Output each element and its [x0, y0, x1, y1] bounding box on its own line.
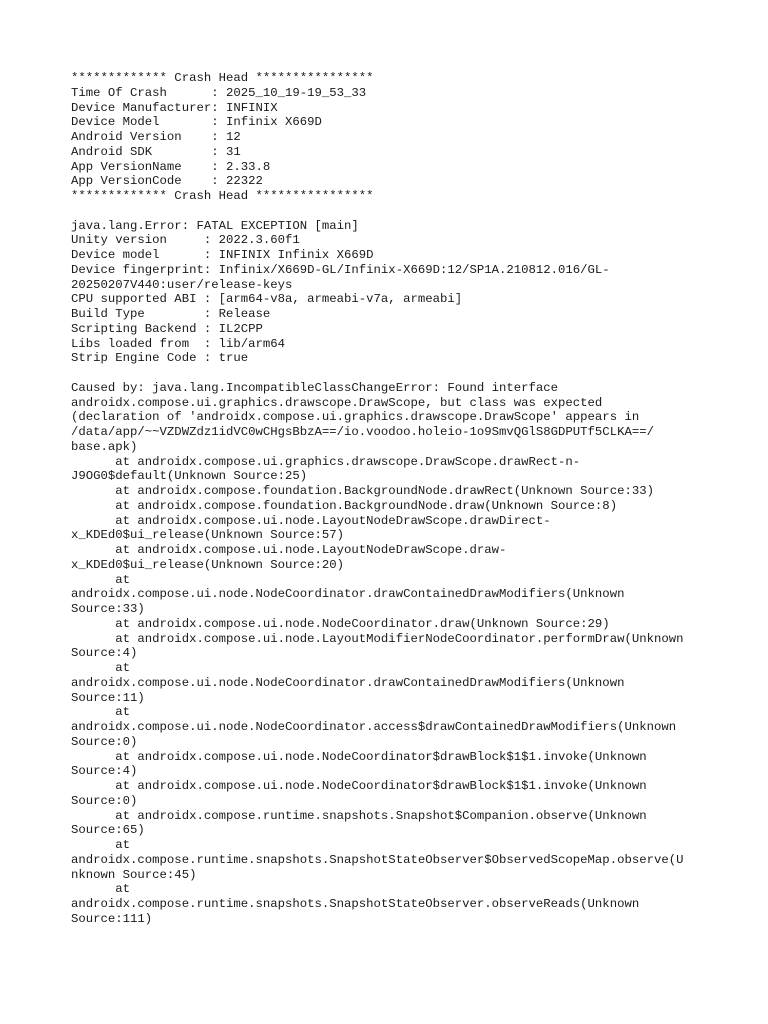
log-line: Build Type : Release [71, 307, 271, 321]
log-line: nknown Source:45) [71, 867, 197, 882]
log-line: Source:11) [71, 690, 145, 705]
log-line: at androidx.compose.ui.node.NodeCoordinator.draw(Unknown Source:29) [71, 616, 610, 631]
log-line: androidx.compose.ui.node.NodeCoordinator.drawContainedDrawModifiers(Unknown [71, 587, 625, 602]
log-line: App VersionName : 2.33.8 [71, 159, 271, 174]
log-line: Device model : INFINIX Infinix X669D [71, 248, 374, 262]
log-line: Unity version : 2022.3.60f1 [71, 233, 300, 248]
log-line: Time Of Crash : 2025_10_19-19_53_33 [71, 85, 367, 100]
crash-head-block [71, 71, 711, 204]
log-line: at androidx.compose.ui.graphics.drawscope.DrawScope.drawRect-n- [71, 454, 581, 469]
log-line: at androidx.compose.ui.node.NodeCoordinator$drawBlock$1$1.invoke(Unknown [71, 749, 647, 764]
log-line: androidx.compose.runtime.snapshots.SnapshotStateObserver$ObservedScopeMap.observe(U [71, 852, 684, 867]
log-line: Device Manufacturer: INFINIX [71, 100, 278, 115]
block-separator [71, 366, 711, 381]
log-line: x_KDEd0$ui_release(Unknown Source:57) [71, 528, 345, 543]
log-line: Caused by: java.lang.IncompatibleClassChangeError: Found interface [71, 380, 559, 395]
log-line: App VersionCode : 22322 [71, 174, 263, 189]
log-line: at [71, 705, 131, 720]
log-line: ************* Crash Head **************** [71, 71, 374, 85]
log-line: Scripting Backend : IL2CPP [71, 321, 263, 336]
log-line: Source:0) [71, 734, 138, 749]
log-line: Strip Engine Code : true [71, 351, 249, 366]
log-line: androidx.compose.ui.node.NodeCoordinator.drawContainedDrawModifiers(Unknown [71, 675, 625, 690]
log-line: java.lang.Error: FATAL EXCEPTION [main] [71, 218, 359, 233]
log-line: androidx.compose.runtime.snapshots.SnapshotStateObserver.observeReads(Unknown [71, 897, 640, 911]
log-line: at androidx.compose.ui.node.LayoutNodeDrawScope.draw- [71, 543, 507, 557]
log-line: androidx.compose.ui.node.NodeCoordinator.access$drawContainedDrawModifiers(Unknown [71, 720, 677, 734]
log-line: Device Model : Infinix X669D [71, 115, 322, 130]
log-line: at androidx.compose.ui.node.NodeCoordinator$drawBlock$1$1.invoke(Unknown [71, 779, 647, 793]
log-line: 20250207V440:user/release-keys [71, 277, 293, 292]
log-line: Libs loaded from : lib/arm64 [71, 336, 286, 351]
log-line: Device fingerprint: Infinix/X669D-GL/Infinix-X669D:12/SP1A.210812.016/GL- [71, 262, 610, 277]
crash-log-content [71, 71, 711, 927]
log-line: Source:4) [71, 764, 138, 779]
log-line: at androidx.compose.ui.node.LayoutModifierNodeCoordinator.performDraw(Unknown [71, 631, 684, 646]
stack-trace-block [71, 381, 711, 927]
log-line: base.apk) [71, 439, 138, 454]
log-line: at androidx.compose.runtime.snapshots.Snapshot$Companion.observe(Unknown [71, 808, 647, 823]
fatal-exception-block [71, 219, 711, 367]
log-line: x_KDEd0$ui_release(Unknown Source:20) [71, 557, 345, 572]
log-line: ************* Crash Head **************** [71, 189, 374, 203]
log-line: at [71, 661, 131, 675]
log-line: at [71, 572, 131, 587]
log-line: Source:0) [71, 793, 138, 808]
log-line: Source:33) [71, 602, 145, 616]
log-line: at [71, 882, 131, 897]
crash-log-page [71, 71, 711, 927]
log-line: J9OG0$default(Unknown Source:25) [71, 469, 308, 484]
log-line: /data/app/~~VZDWZdz1idVC0wCHgsBbzA==/io.voodoo.holeio-1o9SmvQGlS8GDPUTf5CLKA==/ [71, 425, 654, 439]
log-line: at androidx.compose.ui.node.LayoutNodeDrawScope.drawDirect- [71, 513, 551, 528]
log-line: (declaration of 'androidx.compose.ui.graphics.drawscope.DrawScope' appears in [71, 410, 640, 425]
log-line: CPU supported ABI : [arm64-v8a, armeabi-v7a, armeabi] [71, 292, 463, 307]
log-line: Source:111) [71, 911, 153, 926]
log-line: at [71, 838, 131, 852]
log-line: Android SDK : 31 [71, 144, 241, 159]
log-line: Android Version : 12 [71, 130, 241, 144]
block-separator [71, 204, 711, 219]
log-line: Source:4) [71, 646, 138, 661]
log-line: at androidx.compose.foundation.BackgroundNode.drawRect(Unknown Source:33) [71, 484, 654, 498]
log-line: at androidx.compose.foundation.BackgroundNode.draw(Unknown Source:8) [71, 498, 618, 513]
log-line: Source:65) [71, 823, 145, 838]
log-line: androidx.compose.ui.graphics.drawscope.DrawScope, but class was expected [71, 395, 603, 410]
